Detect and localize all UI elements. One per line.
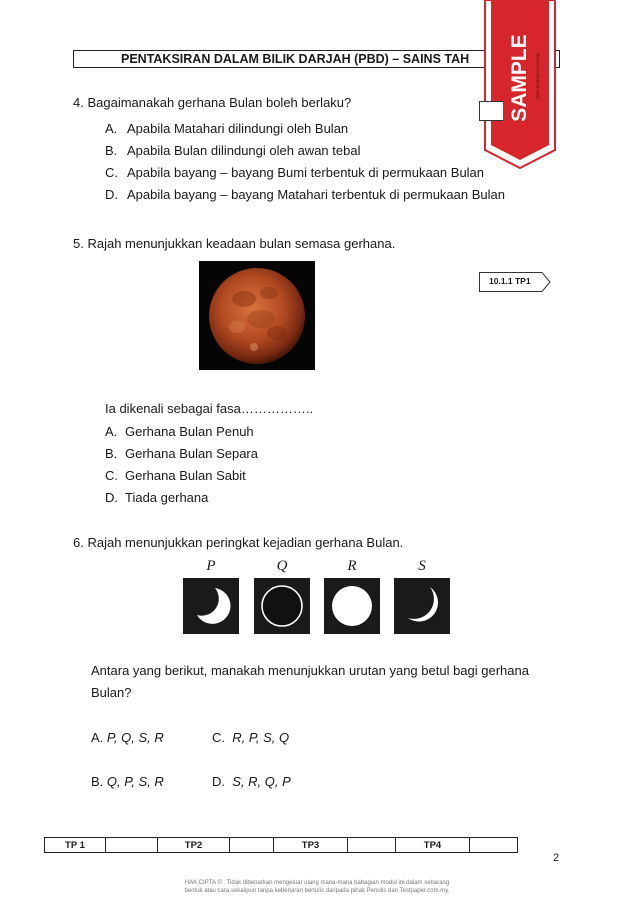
option-letter: B. bbox=[105, 143, 118, 158]
q4-option-c bbox=[105, 165, 484, 181]
tp-cell-3: TP3 bbox=[274, 838, 348, 853]
question-4: 4. Bagaimanakah gerhana Bulan boleh berlaku? bbox=[73, 95, 352, 110]
blood-moon-image bbox=[199, 261, 315, 370]
q5-option-b bbox=[105, 446, 258, 462]
option-letter: C. bbox=[212, 730, 225, 745]
q4-option-b bbox=[105, 143, 360, 159]
option-letter: A. bbox=[91, 730, 104, 745]
q5-option-a bbox=[105, 424, 254, 440]
question-6: 6. Rajah menunjukkan peringkat kejadian gerhana Bulan. bbox=[73, 535, 404, 550]
option-text: Gerhana Bulan Sabit bbox=[125, 468, 246, 483]
tag-box-q4 bbox=[479, 101, 503, 121]
ribbon-subtext: www.testpaper.com.my bbox=[535, 52, 540, 100]
phase-s-thin-crescent-icon bbox=[394, 578, 450, 634]
q6-answer-c bbox=[212, 730, 289, 746]
footer-line-2: bentuk atau cara sekalipun tanpa kebenaran bertulis daripada pihak Penulis dan Testpaper.com.my. bbox=[184, 888, 450, 894]
option-text: Q, P, S, R bbox=[106, 774, 164, 789]
tp-cell-blank bbox=[348, 838, 396, 853]
option-letter: B. bbox=[91, 774, 104, 789]
option-letter: D. bbox=[105, 187, 118, 202]
tp-cell-2: TP2 bbox=[158, 838, 230, 853]
q4-option-d bbox=[105, 187, 505, 203]
phase-q-dark-moon-icon bbox=[254, 578, 310, 634]
tp-cell-4: TP4 bbox=[396, 838, 470, 853]
option-letter: C. bbox=[105, 165, 118, 180]
copyright-footer bbox=[150, 879, 484, 895]
question-5: 5. Rajah menunjukkan keadaan bulan semasa gerhana. bbox=[73, 236, 396, 251]
option-text: R, P, S, Q bbox=[232, 730, 290, 745]
page-number: 2 bbox=[553, 852, 560, 864]
tp-cell-blank bbox=[106, 838, 158, 853]
option-text: Apabila Matahari dilindungi oleh Bulan bbox=[127, 121, 349, 136]
ribbon-shape bbox=[483, 0, 557, 170]
tp-row bbox=[45, 838, 518, 853]
option-text: S, R, Q, P bbox=[232, 774, 291, 789]
option-text: Apabila bayang – bayang Matahari terbentuk di permukaan Bulan bbox=[127, 187, 505, 202]
phase-p-crescent-icon bbox=[183, 578, 239, 634]
footer-line-1: HAK CIPTA © : Tidak dibenarkan mengeluar ulang mana-mana bahagian modul ini dalam sebarang bbox=[184, 880, 450, 886]
q6-prompt-line2: Bulan? bbox=[91, 685, 132, 700]
tp-cell-blank bbox=[470, 838, 518, 853]
ribbon-text: SAMPLE bbox=[508, 34, 531, 122]
sample-ribbon bbox=[483, 0, 557, 170]
option-letter: D. bbox=[105, 490, 118, 505]
option-letter: D. bbox=[212, 774, 225, 789]
option-text: Gerhana Bulan Penuh bbox=[125, 424, 254, 439]
q6-prompt-line1: Antara yang berikut, manakah menunjukkan urutan yang betul bagi gerhana bbox=[91, 663, 529, 678]
q6-answer-b bbox=[91, 774, 164, 790]
option-letter: B. bbox=[105, 446, 118, 461]
phase-label-q: Q bbox=[276, 558, 288, 574]
q5-option-d bbox=[105, 490, 208, 506]
option-letter: A. bbox=[105, 121, 118, 136]
tp-cell-blank bbox=[230, 838, 274, 853]
skill-tag bbox=[479, 272, 551, 292]
skill-tag-label: 10.1.1 TP1 bbox=[489, 276, 531, 286]
tp-level-table bbox=[44, 837, 518, 853]
phase-label-s: S bbox=[418, 558, 426, 574]
q4-option-a bbox=[105, 121, 348, 137]
option-letter: C. bbox=[105, 468, 118, 483]
option-text: Apabila Bulan dilindungi oleh awan tebal bbox=[127, 143, 361, 158]
option-text: Apabila bayang – bayang Bumi terbentuk di permukaan Bulan bbox=[127, 165, 485, 180]
page-header: PENTAKSIRAN DALAM BILIK DARJAH (PBD) – SAINS TAH bbox=[73, 50, 560, 68]
phase-label-p: P bbox=[206, 558, 216, 574]
option-text: Tiada gerhana bbox=[125, 490, 209, 505]
phase-r-full-moon-icon bbox=[324, 578, 380, 634]
tp-cell-1: TP 1 bbox=[45, 838, 106, 853]
q5-option-c bbox=[105, 468, 246, 484]
q6-answer-d bbox=[212, 774, 291, 790]
phase-label-r: R bbox=[347, 558, 357, 574]
q5-prompt: Ia dikenali sebagai fasa…………….. bbox=[105, 401, 314, 416]
q6-answer-a bbox=[91, 730, 164, 746]
option-letter: A. bbox=[105, 424, 118, 439]
option-text: Gerhana Bulan Separa bbox=[125, 446, 258, 461]
option-text: P, Q, S, R bbox=[106, 730, 164, 745]
